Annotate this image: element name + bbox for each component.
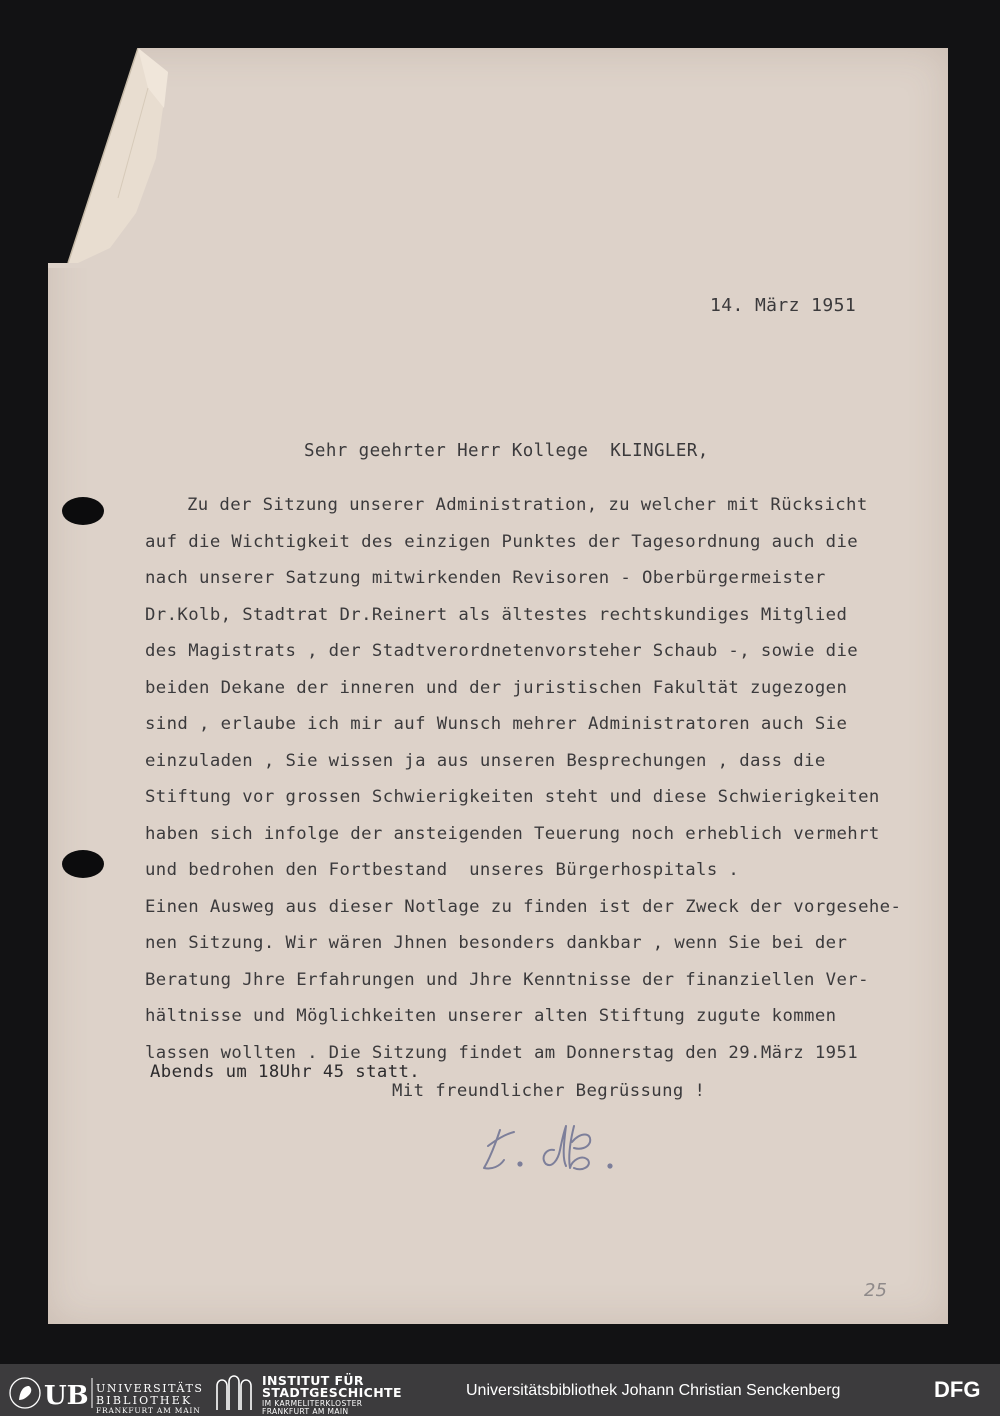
ub-name-line1: UNIVERSITÄTS	[96, 1382, 204, 1395]
isg-location: FRANKFURT AM MAIN	[262, 1407, 349, 1416]
punch-hole-top	[62, 497, 104, 525]
ub-name-line2: BIBLIOTHEK	[96, 1394, 193, 1407]
body-line: auf die Wichtigkeit des einzigen Punktes der Tagesordnung auch die	[145, 532, 859, 552]
body-line: lassen wollten . Die Sitzung findet am Donnerstag den 29.März 1951	[145, 1043, 859, 1063]
footer-bar	[0, 1364, 1000, 1416]
body-line: des Magistrats , der Stadtverordnetenvorsteher Schaub -, sowie die	[145, 641, 859, 661]
ub-logo[interactable]	[8, 1372, 204, 1415]
body-line: haben sich infolge der ansteigenden Teuerung noch erheblich vermehrt	[145, 824, 880, 844]
isg-name-line1: INSTITUT FÜR	[262, 1373, 364, 1388]
body-line: hältnisse und Möglichkeiten unserer alten Stiftung zugute kommen	[145, 1006, 837, 1026]
punch-hole-bottom	[62, 850, 104, 878]
ub-mark-text: UB	[44, 1381, 89, 1410]
body-line: Stiftung vor grossen Schwierigkeiten steht und diese Schwierigkeiten	[145, 787, 880, 807]
isg-logo[interactable]	[214, 1372, 404, 1416]
isg-name-line2: STADTGESCHICHTE	[262, 1385, 402, 1400]
library-name-link[interactable]: Universitätsbibliothek Johann Christian Senckenberg	[466, 1382, 841, 1399]
isg-subtitle: IM KARMELITERKLOSTER	[262, 1399, 363, 1408]
letter-date: 14. März 1951	[710, 295, 857, 316]
body-line: Beratung Jhre Erfahrungen und Jhre Kenntnisse der finanziellen Ver-	[145, 970, 869, 990]
body-line: Zu der Sitzung unserer Administration, zu welcher mit Rücksicht	[187, 495, 868, 515]
body-line: nach unserer Satzung mitwirkenden Revisoren - Oberbürgermeister	[145, 568, 826, 588]
cloister-arches-icon	[214, 1374, 254, 1412]
dfg-logo[interactable]: DFG	[934, 1377, 981, 1402]
ub-emblem-icon	[8, 1376, 94, 1410]
letter-closing: Mit freundlicher Begrüssung !	[392, 1081, 706, 1101]
letter-salutation: Sehr geehrter Herr Kollege KLINGLER,	[304, 441, 709, 461]
body-line: einzuladen , Sie wissen ja aus unseren Besprechungen , dass die	[145, 751, 826, 771]
body-line: Einen Ausweg aus dieser Notlage zu finden ist der Zweck der vorgesehe-	[145, 897, 902, 917]
body-line: und bedrohen den Fortbestand unseres Bürgerhospitals .	[145, 860, 740, 880]
body-line-appended: Abends um 18Uhr 45 statt.	[150, 1062, 421, 1082]
handwritten-signature	[470, 1118, 660, 1178]
ub-location: FRANKFURT AM MAIN	[96, 1406, 201, 1415]
body-line: Dr.Kolb, Stadtrat Dr.Reinert als ältestes rechtskundiges Mitglied	[145, 605, 848, 625]
body-line: beiden Dekane der inneren und der juristischen Fakultät zugezogen	[145, 678, 848, 698]
body-line: sind , erlaube ich mir auf Wunsch mehrer Administratoren auch Sie	[145, 714, 848, 734]
body-line: nen Sitzung. Wir wären Jhnen besonders dankbar , wenn Sie bei der	[145, 933, 848, 953]
folded-corner	[48, 48, 168, 268]
page-number: 25	[864, 1280, 887, 1301]
